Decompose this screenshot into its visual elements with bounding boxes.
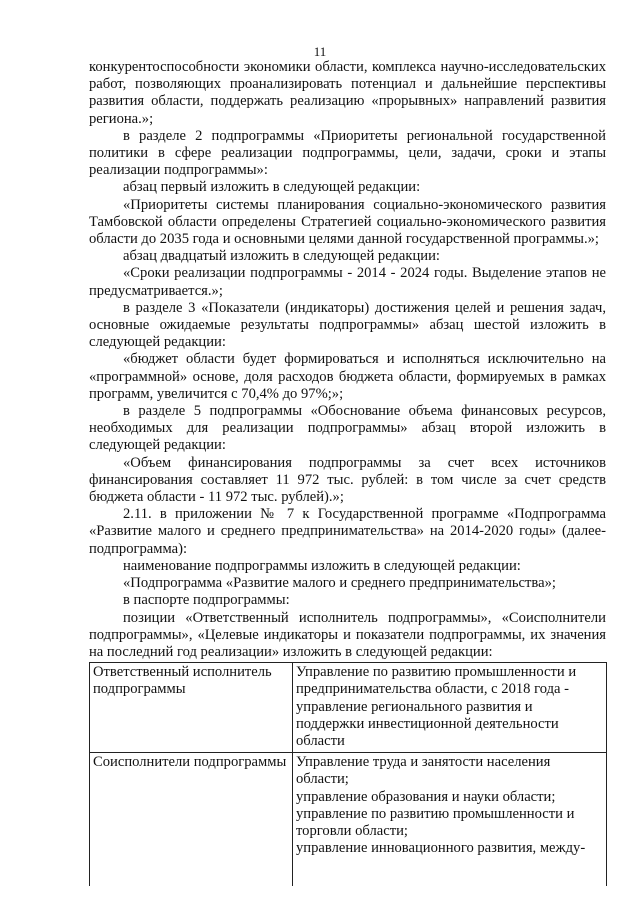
paragraph: «Приоритеты системы планирования социально-экономического развития Тамбовской области определены Стратегией социально-экономического развития области до 2035 года и основными целями данной государственной программы.»; xyxy=(89,196,606,248)
table-cell-label: Соисполнители подпрограммы xyxy=(90,753,293,887)
cell-text: Управление по развитию промышленности и предпринимательства области, с 2018 года - управление регионального развития и поддержки инвестиционной деятельности области xyxy=(296,664,577,749)
cell-text: управление образования и науки области; xyxy=(296,788,556,805)
table-cell-value xyxy=(293,753,607,887)
paragraph: 2.11. в приложении № 7 к Государственной программе «Подпрограмма «Развитие малого и среднего предпринимательства» на 2014-2020 годы» (далее-подпрограмма): xyxy=(89,506,606,557)
table-cell-label: Ответственный исполнитель подпрограммы xyxy=(90,663,293,753)
paragraph: «бюджет области будет формироваться и исполняться исключительно на «программной» основе, доля расходов бюджета области, формируемых в рамках программ, увеличится с 70,4% до 97%;»; xyxy=(89,351,606,402)
table-row xyxy=(90,663,607,753)
paragraph: «Подпрограмма «Развитие малого и среднего предпринимательства»; xyxy=(123,575,556,592)
paragraph: «Объем финансирования подпрограммы за счет всех источников финансирования составляет 11 972 тыс. рублей: в том числе за счет средств бюджета области - 11 972 тыс. рублей).»; xyxy=(89,454,606,506)
paragraph: наименование подпрограммы изложить в следующей редакции: xyxy=(123,557,521,574)
table-row xyxy=(90,753,607,887)
passport-table xyxy=(89,662,607,886)
cell-text: управление по развитию промышленности и торговли области; xyxy=(296,805,575,839)
paragraph: в разделе 2 подпрограммы «Приоритеты региональной государственной политики в сфере реализации подпрограммы, цели, задачи, сроки и этапы реализации подпрограммы»: xyxy=(89,127,606,179)
paragraph: в разделе 3 «Показатели (индикаторы) достижения целей и решения задач, основные ожидаемые результаты подпрограммы» абзац шестой изложить в следующей редакции: xyxy=(89,299,606,351)
paragraph: в разделе 5 подпрограммы «Обоснование объема финансовых ресурсов, необходимых для реализации подпрограммы» абзац второй изложить в следующей редакции: xyxy=(89,403,606,454)
paragraph: конкурентоспособности экономики области, комплекса научно-исследовательских работ, позволяющих проанализировать потенциал и дальнейшие перспективы развития области, поддержать реализацию «прорывных» направлений развития региона.»; xyxy=(89,59,606,127)
paragraph: абзац первый изложить в следующей редакции: xyxy=(123,179,421,196)
paragraph: «Сроки реализации подпрограммы - 2014 - 2024 годы. Выделение этапов не предусматривается.»; xyxy=(89,265,606,299)
paragraph: в паспорте подпрограммы: xyxy=(123,592,290,609)
cell-text: Управление труда и занятости населения области; xyxy=(296,754,551,788)
page-number: 11 xyxy=(313,44,327,59)
paragraph: позиции «Ответственный исполнитель подпрограммы», «Соисполнители подпрограммы», «Целевые индикаторы и показатели подпрограммы, их значения на последний год реализации» изложить в следующей редакции: xyxy=(89,609,606,660)
paragraph: абзац двадцатый изложить в следующей редакции: xyxy=(123,248,440,265)
table-cell-value xyxy=(293,663,607,753)
cell-text: управление инновационного развития, между- xyxy=(296,840,586,857)
document-body xyxy=(89,59,606,886)
